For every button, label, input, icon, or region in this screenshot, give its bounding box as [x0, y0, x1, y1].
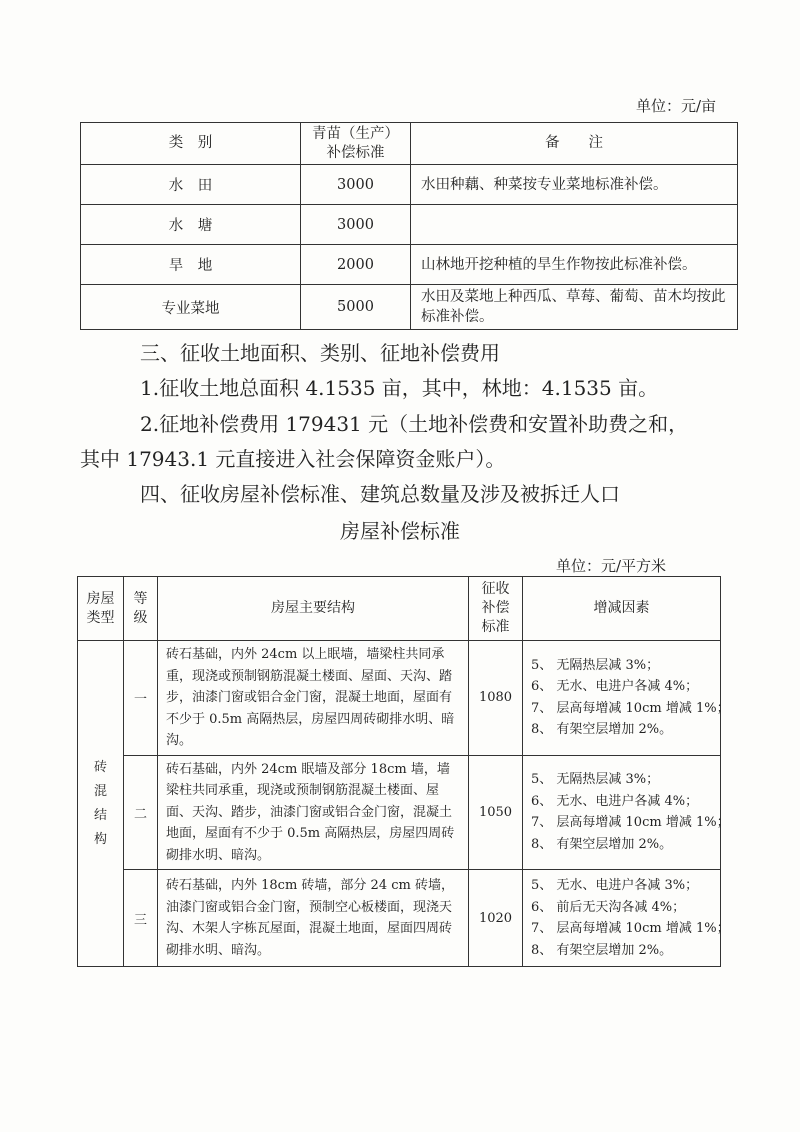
header-standard-line1: 青苗（生产） — [312, 125, 399, 142]
structure-cell: 砖石基础，内外 18cm 砖墙，部分 24 cm 砖墙，油漆门窗或铝合金门窗，预制空心板楼面，现浇天沟、木架人字栋瓦屋面，混凝土地面，屋面四周砖砌排水明、暗沟。 — [158, 870, 469, 967]
note-cell: 水田种藕、种菜按专业菜地标准补偿。 — [411, 165, 738, 205]
section-4-heading: 四、征收房屋补偿标准、建筑总数量及涉及被拆迁人口 — [140, 482, 620, 506]
factor-item: 7、 层高每增减 10cm 增减 1%； — [531, 700, 730, 716]
category-cell: 水 塘 — [81, 205, 301, 245]
house-type-cell — [78, 641, 124, 967]
table-header-row — [81, 123, 738, 165]
grade-cell: 一 — [124, 641, 158, 756]
factor-item: 5、 无隔热层减 3%； — [531, 772, 660, 788]
factors-cell — [523, 755, 730, 870]
table-row — [81, 285, 738, 330]
grade-cell: 二 — [124, 755, 158, 870]
seedling-compensation-table — [80, 122, 738, 330]
header-compensation-standard — [469, 577, 523, 641]
table-row — [81, 165, 738, 205]
factor-item: 8、 有架空层增加 2%。 — [531, 942, 673, 958]
header-category: 类 别 — [81, 123, 301, 165]
category-cell: 旱 地 — [81, 245, 301, 285]
note-cell: 山林地开挖种植的旱生作物按此标准补偿。 — [411, 245, 738, 285]
section-3-item-2-line-2: 其中 17943.1 元直接进入社会保障资金账户）。 — [80, 447, 506, 471]
header-grade — [124, 577, 158, 641]
header-main-structure: 房屋主要结构 — [158, 577, 469, 641]
header-standard-line2: 补偿标准 — [326, 144, 385, 161]
table-row — [78, 870, 721, 967]
table-row — [78, 755, 721, 870]
note-cell — [411, 205, 738, 245]
grade-cell: 三 — [124, 870, 158, 967]
header-remarks: 备 注 — [411, 123, 738, 165]
house-compensation-table — [77, 576, 730, 967]
house-compensation-title: 房屋补偿标准 — [340, 519, 460, 543]
factor-item: 7、 层高每增减 10cm 增减 1%； — [531, 921, 730, 936]
header-grade-line2: 级 — [133, 609, 148, 626]
table-row — [81, 245, 738, 285]
header-house-type-line2: 类型 — [86, 609, 115, 626]
table-row — [81, 205, 738, 245]
header-std-line2: 补偿 — [481, 600, 510, 616]
house-type-char: 构 — [93, 831, 107, 847]
standard-cell: 1050 — [469, 755, 523, 870]
table2-unit-label: 单位：元/平方米 — [556, 557, 667, 575]
factor-item: 8、 有架空层增加 2%。 — [531, 722, 673, 738]
header-adjustment-factors: 增减因素 — [523, 577, 721, 641]
factor-item: 6、 无水、电进户各减 4%； — [531, 793, 699, 809]
house-type-char: 结 — [93, 807, 107, 823]
house-type-char: 混 — [93, 783, 107, 799]
header-house-type-line1: 房屋 — [86, 590, 115, 607]
factors-cell — [523, 641, 730, 756]
header-std-line3: 标准 — [481, 619, 510, 635]
section-3-heading: 三、征收土地面积、类别、征地补偿费用 — [140, 341, 500, 365]
factors-cell — [523, 870, 730, 967]
standard-cell: 1080 — [469, 641, 523, 756]
factor-item: 5、 无水、电进户各减 3%； — [531, 878, 699, 893]
section-3-item-2-line-1: 2.征地补偿费用 179431 元（土地补偿费和安置补助费之和， — [140, 412, 689, 436]
header-house-type — [78, 577, 124, 641]
category-cell: 专业菜地 — [81, 285, 301, 330]
table-row — [78, 641, 721, 756]
standard-cell: 2000 — [301, 245, 411, 285]
category-cell: 水 田 — [81, 165, 301, 205]
standard-cell: 3000 — [301, 205, 411, 245]
table1-unit-label: 单位：元/亩 — [636, 97, 717, 115]
factor-item: 5、 无隔热层减 3%； — [531, 657, 660, 673]
header-grade-line1: 等 — [133, 590, 148, 607]
standard-cell: 3000 — [301, 165, 411, 205]
header-standard — [301, 123, 411, 165]
note-cell: 水田及菜地上种西瓜、草莓、葡萄、苗木均按此标准补偿。 — [411, 285, 738, 330]
structure-cell: 砖石基础，内外 24cm 眠墙及部分 18cm 墙，墙梁柱共同承重，现浇或预制钢筋混凝土楼面、屋面、天沟、踏步，油漆门窗或铝合金门窗，混凝土地面，屋面有不少于 0.5m 高隔热层，房屋四周砖砌排水明、暗沟。 — [158, 755, 469, 870]
standard-cell: 1020 — [469, 870, 523, 967]
standard-cell: 5000 — [301, 285, 411, 330]
header-std-line1: 征收 — [481, 581, 510, 597]
factor-item: 6、 前后无天沟各减 4%； — [531, 899, 686, 915]
factor-item: 8、 有架空层增加 2%。 — [531, 836, 673, 852]
factor-item: 7、 层高每增减 10cm 增减 1%； — [531, 815, 730, 831]
structure-cell: 砖石基础，内外 24cm 以上眠墙，墙梁柱共同承重，现浇或预制钢筋混凝土楼面、屋面、天沟、踏步，油漆门窗或铝合金门窗，混凝土地面，屋面有不少于 0.5m 高隔热层，房屋四周砖砌排水明、暗沟。 — [158, 641, 469, 756]
house-type-char: 砖 — [93, 759, 107, 775]
factor-item: 6、 无水、电进户各减 4%； — [531, 679, 699, 695]
table-header-row — [78, 577, 721, 641]
section-3-item-1: 1.征收土地总面积 4.1535 亩，其中，林地：4.1535 亩。 — [140, 376, 659, 400]
